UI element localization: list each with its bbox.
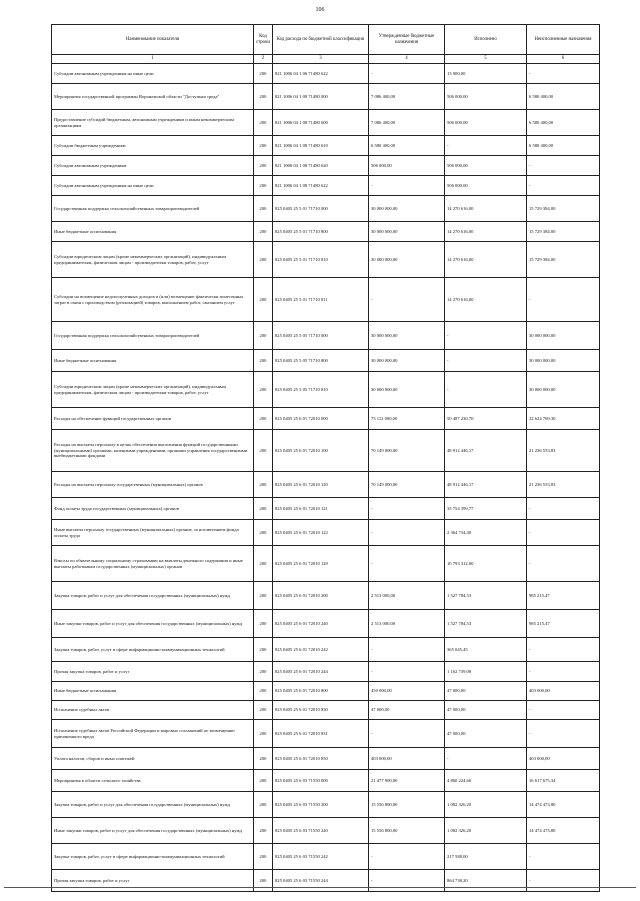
line-code: 200: [254, 498, 273, 520]
indicator-name: Прочая закупка товаров, работ и услуг: [52, 662, 254, 682]
table-row: [52, 682, 600, 701]
approved-amount: 15 556 800,00: [369, 792, 445, 818]
expense-code: 821 1006 04 1 08 71480 600: [273, 110, 369, 136]
approved-amount: 2 513 000,00: [369, 610, 445, 638]
indicator-name: Взносы по обязательному социальному страхованию на выплаты денежного содержания и иные выплаты работникам государственных (муниципальных) органов: [52, 546, 254, 582]
indicator-name: Фонд оплаты труда государственных (муниципальных) органов: [52, 498, 254, 520]
indicator-name: Мероприятия в области сельского хозяйства: [52, 770, 254, 792]
executed-amount: 14 270 616,00: [445, 196, 527, 222]
indicator-name: Субсидии бюджетным учреждениям: [52, 136, 254, 156]
executed-amount: 1 527 784,53: [445, 582, 527, 610]
unexecuted-amount: -: [527, 638, 600, 662]
unexecuted-amount: -: [527, 844, 600, 870]
line-code: 200: [254, 322, 273, 350]
line-code: 200: [254, 372, 273, 408]
approved-amount: 6 580 400,00: [369, 136, 445, 156]
approved-amount: -: [369, 64, 445, 84]
approved-amount: -: [369, 662, 445, 682]
column-number: 2: [254, 55, 273, 64]
indicator-name: Расходы на обеспечение функций государственных органов: [52, 408, 254, 430]
approved-amount: 30 000 000,00: [369, 350, 445, 372]
indicator-name: Субсидии юридическим лицам (кроме некоммерческих организаций), индивидуальным предпринимателям, физическим лицам - производителям товаров, работ, услуг: [52, 372, 254, 408]
executed-amount: 506 000,00: [445, 156, 527, 176]
indicator-name: Предоставление субсидий бюджетным, автономным учреждениям и иным некоммерческим организациям: [52, 110, 254, 136]
executed-amount: 10 793 312,00: [445, 546, 527, 582]
header-line-code: Код строки: [254, 25, 273, 55]
executed-amount: 47 000,00: [445, 701, 527, 720]
expense-code: 825 0405 25 6 01 72010 244: [273, 662, 369, 682]
executed-amount: -: [445, 136, 527, 156]
unexecuted-amount: -: [527, 498, 600, 520]
expense-code: 825 0405 25 5 05 71710 000: [273, 322, 369, 350]
unexecuted-amount: 6 580 400,00: [527, 84, 600, 110]
table-row: [52, 136, 600, 156]
executed-amount: 14 270 616,00: [445, 222, 527, 242]
expense-code: 825 0405 25 6 01 72010 121: [273, 498, 369, 520]
unexecuted-amount: 14 474 473,80: [527, 792, 600, 818]
table-row: [52, 64, 600, 84]
executed-amount: 506 000,00: [445, 176, 527, 196]
approved-amount: 30 000 000,00: [369, 322, 445, 350]
indicator-name: Исполнение судебных актов Российской Федерации и мировых соглашений по возмещению причиненного вреда: [52, 720, 254, 748]
unexecuted-amount: -: [527, 720, 600, 748]
indicator-name: Субсидии автономным учреждениям на иные цели: [52, 176, 254, 196]
unexecuted-amount: 30 000 000,00: [527, 372, 600, 408]
executed-amount: 14 270 616,00: [445, 278, 527, 322]
table-row: [52, 701, 600, 720]
line-code: 200: [254, 870, 273, 892]
executed-amount: 506 000,00: [445, 110, 527, 136]
indicator-name: Государственная поддержка сельскохозяйственных товаропроизводителей: [52, 322, 254, 350]
executed-amount: 1 082 326,20: [445, 792, 527, 818]
line-code: 200: [254, 156, 273, 176]
table-row: [52, 748, 600, 770]
unexecuted-amount: 985 215,47: [527, 610, 600, 638]
approved-amount: 21 477 900,00: [369, 770, 445, 792]
indicator-name: Расходы на выплаты персоналу в целях обеспечения выполнения функций государственными (муниципальными) органами, казенными учреждениями, органами управления государственными внебюджетными фондами: [52, 430, 254, 472]
table-row: [52, 472, 600, 498]
approved-amount: -: [369, 176, 445, 196]
indicator-name: Закупка товаров, работ и услуг для обеспечения государственных (муниципальных) нужд: [52, 582, 254, 610]
line-code: 200: [254, 520, 273, 546]
executed-amount: 864 738,20: [445, 870, 527, 892]
line-code: 200: [254, 242, 273, 278]
executed-amount: -: [445, 322, 527, 350]
approved-amount: 7 086 400,00: [369, 110, 445, 136]
executed-amount: 13 900,00: [445, 64, 527, 84]
unexecuted-amount: -: [527, 662, 600, 682]
approved-amount: -: [369, 520, 445, 546]
unexecuted-amount: -: [527, 156, 600, 176]
table-row: [52, 196, 600, 222]
line-code: 200: [254, 64, 273, 84]
unexecuted-amount: 16 617 675,34: [527, 770, 600, 792]
approved-amount: 30 000 000,00: [369, 196, 445, 222]
line-code: 200: [254, 818, 273, 844]
expense-code: 825 0405 25 6 03 71550 200: [273, 792, 369, 818]
column-number-row: [52, 55, 600, 64]
indicator-name: Иные выплаты персоналу государственных (муниципальных) органов, за исключением фонда оплаты труда: [52, 520, 254, 546]
indicator-name: Государственная поддержка сельскохозяйственных товаропроизводителей: [52, 196, 254, 222]
line-code: 200: [254, 84, 273, 110]
executed-amount: 217 588,00: [445, 844, 527, 870]
approved-amount: -: [369, 870, 445, 892]
unexecuted-amount: -: [527, 701, 600, 720]
expense-code: 825 0405 25 6 01 72010 242: [273, 638, 369, 662]
line-code: 200: [254, 110, 273, 136]
indicator-name: Закупка товаров, работ и услуг для обеспечения государственных (муниципальных) нужд: [52, 792, 254, 818]
line-code: 200: [254, 610, 273, 638]
table-row: [52, 350, 600, 372]
executed-amount: 48 912 446,17: [445, 472, 527, 498]
line-code: 200: [254, 546, 273, 582]
column-number: 5: [445, 55, 527, 64]
expense-code: 825 0405 25 6 01 72010 200: [273, 582, 369, 610]
line-code: 200: [254, 472, 273, 498]
indicator-name: Иные бюджетные ассигнования: [52, 222, 254, 242]
table-row: [52, 844, 600, 870]
unexecuted-amount: 6 580 400,00: [527, 110, 600, 136]
approved-amount: 2 513 000,00: [369, 582, 445, 610]
header-expense-code: Код расхода по бюджетной классификации: [273, 25, 369, 55]
expense-code: 825 0405 25 6 01 72010 122: [273, 520, 369, 546]
line-code: 200: [254, 792, 273, 818]
approved-amount: 30 000 000,00: [369, 222, 445, 242]
expense-code: 825 0405 25 5 05 71710 810: [273, 372, 369, 408]
approved-amount: 15 556 800,00: [369, 818, 445, 844]
table-row: [52, 770, 600, 792]
approved-amount: -: [369, 278, 445, 322]
expense-code: 821 1006 04 1 06 71480 622: [273, 64, 369, 84]
executed-amount: 2 364 734,40: [445, 520, 527, 546]
header-indicator-name: Наименование показателя: [52, 25, 254, 55]
expense-code: 825 0405 25 6 01 72010 100: [273, 430, 369, 472]
approved-amount: -: [369, 498, 445, 520]
unexecuted-amount: -: [527, 520, 600, 546]
indicator-name: Прочая закупка товаров, работ и услуг: [52, 870, 254, 892]
approved-amount: -: [369, 638, 445, 662]
executed-amount: 47 000,00: [445, 720, 527, 748]
expense-code: 825 0405 25 6 03 71550 244: [273, 870, 369, 892]
unexecuted-amount: 14 474 473,80: [527, 818, 600, 844]
table-row: [52, 222, 600, 242]
executed-amount: 48 912 446,17: [445, 430, 527, 472]
header-executed: Исполнено: [445, 25, 527, 55]
executed-amount: 47 000,00: [445, 682, 527, 701]
table-row: [52, 372, 600, 408]
unexecuted-amount: -: [527, 64, 600, 84]
table-row: [52, 792, 600, 818]
unexecuted-amount: -: [527, 546, 600, 582]
table-row: [52, 818, 600, 844]
executed-amount: -: [445, 350, 527, 372]
indicator-name: Закупка товаров, работ, услуг в сфере информационно-коммуникационных технологий: [52, 638, 254, 662]
line-code: 200: [254, 350, 273, 372]
unexecuted-amount: 15 729 384,00: [527, 222, 600, 242]
unexecuted-amount: 6 580 400,00: [527, 136, 600, 156]
expense-code: 821 1006 04 1 08 71480 620: [273, 156, 369, 176]
table-row: [52, 84, 600, 110]
expense-code: 825 0405 25 6 01 72010 129: [273, 546, 369, 582]
approved-amount: 73 112 000,00: [369, 408, 445, 430]
table-row: [52, 546, 600, 582]
executed-amount: -: [445, 748, 527, 770]
executed-amount: 14 270 616,00: [445, 242, 527, 278]
executed-amount: 35 754 399,77: [445, 498, 527, 520]
line-code: 200: [254, 701, 273, 720]
unexecuted-amount: -: [527, 870, 600, 892]
table-row: [52, 322, 600, 350]
unexecuted-amount: 985 215,47: [527, 582, 600, 610]
expense-code: 825 0405 25 6 01 72010 800: [273, 682, 369, 701]
indicator-name: Субсидии автономным учреждениям: [52, 156, 254, 176]
unexecuted-amount: 30 000 000,00: [527, 350, 600, 372]
unexecuted-amount: 15 729 384,00: [527, 196, 600, 222]
expense-code: 825 0405 25 5 01 71710 800: [273, 222, 369, 242]
line-code: 200: [254, 638, 273, 662]
table-row: [52, 498, 600, 520]
line-code: 200: [254, 430, 273, 472]
indicator-name: Закупка товаров, работ, услуг в сфере информационно-коммуникационных технологий: [52, 844, 254, 870]
column-number: 1: [52, 55, 254, 64]
line-code: 200: [254, 582, 273, 610]
table-row: [52, 430, 600, 472]
unexecuted-amount: 21 236 553,83: [527, 430, 600, 472]
line-code: 200: [254, 196, 273, 222]
line-code: 200: [254, 748, 273, 770]
expense-code: 825 0405 25 6 03 71550 000: [273, 770, 369, 792]
column-number: 4: [369, 55, 445, 64]
indicator-name: Расходы на выплаты персоналу государственных (муниципальных) органов: [52, 472, 254, 498]
indicator-name: Исполнение судебных актов: [52, 701, 254, 720]
unexecuted-amount: 30 000 000,00: [527, 322, 600, 350]
approved-amount: -: [369, 844, 445, 870]
indicator-name: Иные бюджетные ассигнования: [52, 350, 254, 372]
table-row: [52, 520, 600, 546]
executed-amount: 1 082 326,20: [445, 818, 527, 844]
unexecuted-amount: 21 236 553,83: [527, 472, 600, 498]
header-approved: Утвержденные бюджетные назначения: [369, 25, 445, 55]
table-row: [52, 638, 600, 662]
table-row: [52, 720, 600, 748]
table-row: [52, 242, 600, 278]
unexecuted-amount: 403 000,00: [527, 748, 600, 770]
line-code: 200: [254, 136, 273, 156]
column-number: 6: [527, 55, 600, 64]
table-row: [52, 156, 600, 176]
approved-amount: 70 149 000,00: [369, 472, 445, 498]
executed-amount: 365 045,45: [445, 638, 527, 662]
table-row: [52, 582, 600, 610]
approved-amount: -: [369, 720, 445, 748]
expense-code: 825 0405 25 6 01 72010 850: [273, 748, 369, 770]
approved-amount: -: [369, 546, 445, 582]
unexecuted-amount: 22 624 769,30: [527, 408, 600, 430]
expense-code: 825 0405 25 6 03 71550 240: [273, 818, 369, 844]
expense-code: 825 0405 25 6 01 72010 830: [273, 701, 369, 720]
indicator-name: Иные закупки товаров, работ и услуг для обеспечения государственных (муниципальных) нужд: [52, 610, 254, 638]
expense-code: 821 1006 04 1 08 71480 622: [273, 176, 369, 196]
bottom-rule: [4, 887, 636, 888]
executed-amount: 4 860 224,66: [445, 770, 527, 792]
approved-amount: 30 000 000,00: [369, 242, 445, 278]
expense-code: 825 0405 25 6 01 72010 000: [273, 408, 369, 430]
budget-execution-table: [51, 24, 600, 892]
indicator-name: Иные бюджетные ассигнования: [52, 682, 254, 701]
table-row: [52, 610, 600, 638]
expense-code: 825 0405 25 5 01 71710 000: [273, 196, 369, 222]
expense-code: 821 1006 04 1 08 71480 610: [273, 136, 369, 156]
approved-amount: 403 000,00: [369, 748, 445, 770]
expense-code: 825 0405 25 5 01 71710 810: [273, 242, 369, 278]
table-row: [52, 176, 600, 196]
line-code: 200: [254, 844, 273, 870]
line-code: 200: [254, 662, 273, 682]
column-number: 3: [273, 55, 369, 64]
line-code: 200: [254, 176, 273, 196]
indicator-name: Иные закупки товаров, работ и услуг для обеспечения государственных (муниципальных) нужд: [52, 818, 254, 844]
expense-code: 825 0405 25 6 01 72010 831: [273, 720, 369, 748]
table-row: [52, 408, 600, 430]
indicator-name: Субсидии юридическим лицам (кроме некоммерческих организаций), индивидуальным предпринимателям, физическим лицам - производителям товаров, работ, услуг: [52, 242, 254, 278]
executed-amount: 50 487 230,70: [445, 408, 527, 430]
executed-amount: 1 162 739,08: [445, 662, 527, 682]
expense-code: 825 0405 25 5 01 71710 811: [273, 278, 369, 322]
line-code: 200: [254, 682, 273, 701]
expense-code: 825 0405 25 6 01 72010 240: [273, 610, 369, 638]
table-row: [52, 662, 600, 682]
approved-amount: 450 000,00: [369, 682, 445, 701]
expense-code: 825 0405 25 6 03 71550 242: [273, 844, 369, 870]
table-row: [52, 278, 600, 322]
expense-code: 821 1006 04 1 08 71480 000: [273, 84, 369, 110]
header-unexecuted: Неисполненные назначения: [527, 25, 600, 55]
line-code: 200: [254, 408, 273, 430]
table-header-row: [52, 25, 600, 55]
line-code: 200: [254, 222, 273, 242]
approved-amount: 506 000,00: [369, 156, 445, 176]
indicator-name: Уплата налогов, сборов и иных платежей: [52, 748, 254, 770]
line-code: 200: [254, 720, 273, 748]
indicator-name: Субсидии на возмещение недополученных доходов и (или) возмещение фактически понесенных затрат в связи с производством (реализацией) товаров, выполнением работ, оказанием услуг: [52, 278, 254, 322]
approved-amount: 30 000 000,00: [369, 372, 445, 408]
expense-code: 825 0405 25 6 01 72010 120: [273, 472, 369, 498]
executed-amount: -: [445, 372, 527, 408]
approved-amount: 7 086 400,00: [369, 84, 445, 110]
line-code: 200: [254, 770, 273, 792]
table-row: [52, 110, 600, 136]
unexecuted-amount: -: [527, 278, 600, 322]
unexecuted-amount: 15 729 384,00: [527, 242, 600, 278]
approved-amount: 47 000,00: [369, 701, 445, 720]
table-row: [52, 870, 600, 892]
table-body: [52, 64, 600, 892]
expense-code: 825 0405 25 5 05 71710 800: [273, 350, 369, 372]
executed-amount: 506 000,00: [445, 84, 527, 110]
unexecuted-amount: 403 000,00: [527, 682, 600, 701]
page-number: 106: [315, 7, 325, 13]
unexecuted-amount: -: [527, 176, 600, 196]
approved-amount: 70 149 000,00: [369, 430, 445, 472]
line-code: 200: [254, 278, 273, 322]
executed-amount: 1 527 784,53: [445, 610, 527, 638]
indicator-name: Мероприятия государственной программы Воронежской области "Доступная среда": [52, 84, 254, 110]
indicator-name: Субсидии автономным учреждениям на иные цели: [52, 64, 254, 84]
